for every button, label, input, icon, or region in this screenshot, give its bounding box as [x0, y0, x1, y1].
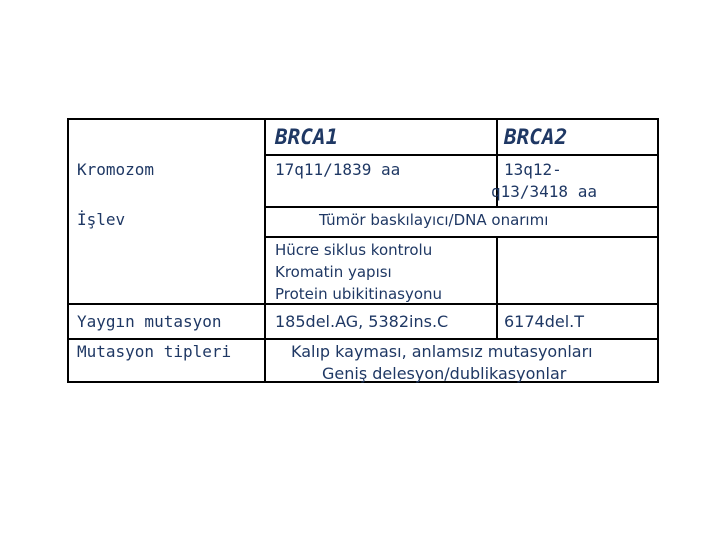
islev-brca1-line3: Protein ubikitinasyonu	[275, 285, 443, 303]
mutasyon-shared-line2: Geniş delesyon/dublikasyonlar	[322, 364, 567, 383]
islev-shared: Tümör baskılayıcı/DNA onarımı	[319, 211, 549, 229]
row-divider-kromozom	[264, 206, 659, 208]
row-divider-islev-left	[69, 303, 264, 305]
islev-brca1-line2: Kromatin yapısı	[275, 263, 392, 281]
kromozom-brca1: 17q11/1839 aa	[275, 160, 401, 179]
row-label-mutasyon: Mutasyon tipleri	[77, 342, 232, 361]
mutasyon-shared-line1: Kalıp kayması, anlamsız mutasyonları	[291, 342, 593, 361]
column-divider-1	[264, 120, 266, 383]
row-label-yaygin: Yaygın mutasyon	[77, 312, 222, 331]
row-label-islev: İşlev	[77, 210, 126, 229]
row-divider-header	[264, 154, 659, 156]
row-divider-yaygin	[69, 338, 659, 340]
islev-brca1-line1: Hücre siklus kontrolu	[275, 241, 433, 259]
gene-comparison-table	[67, 118, 659, 383]
column-divider-2-lower	[496, 237, 498, 339]
kromozom-brca2-line1: 13q12-	[504, 160, 562, 179]
row-divider-shared	[264, 236, 659, 238]
row-label-kromozom: Kromozom	[77, 160, 155, 179]
yaygin-brca1: 185del.AG, 5382ins.C	[275, 312, 449, 331]
kromozom-brca2-line2: q13/3418 aa	[491, 182, 597, 201]
yaygin-brca2: 6174del.T	[504, 312, 585, 331]
header-brca1: BRCA1	[275, 125, 339, 149]
header-brca2: BRCA2	[504, 125, 568, 149]
